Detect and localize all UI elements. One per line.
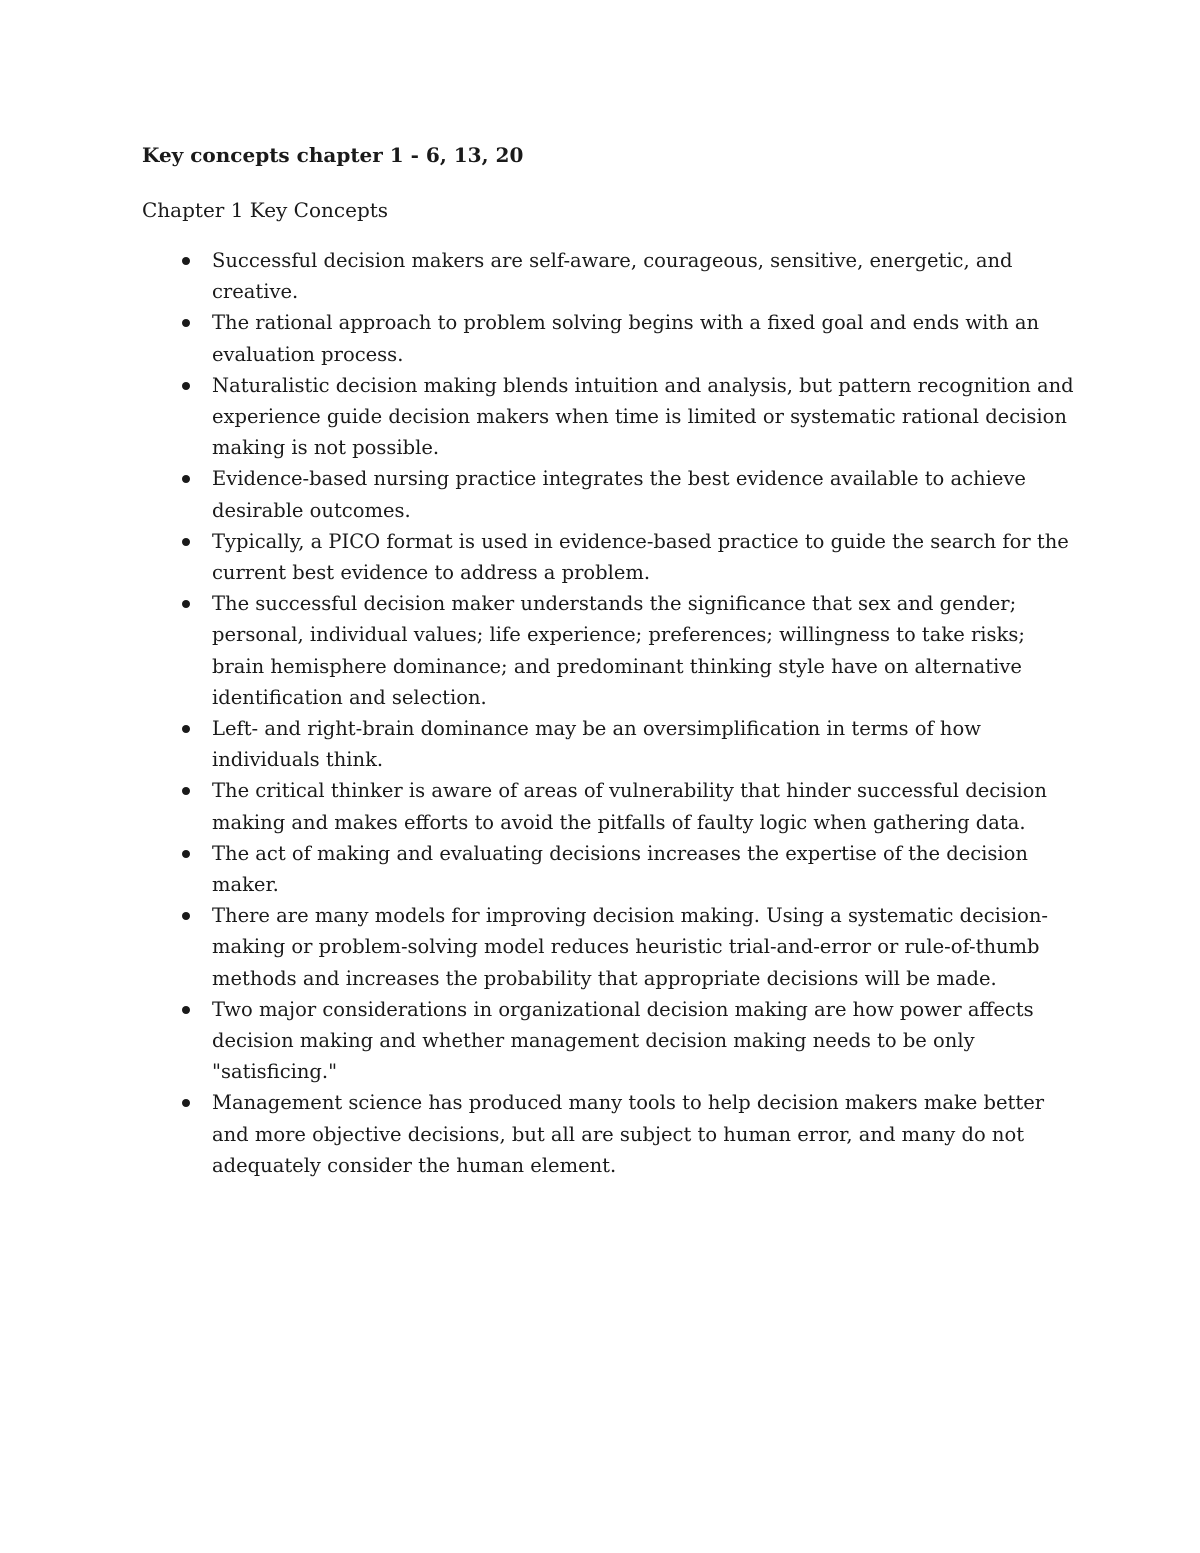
list-item-text: Successful decision makers are self-aware, courageous, sensitive, energetic, and creative. (212, 249, 1013, 304)
list-item-text: Naturalistic decision making blends intuition and analysis, but pattern recognition and experience guide decision makers when time is limited or systematic rational decision making is not possible. (212, 373, 1074, 460)
list-item-text: The critical thinker is aware of areas of vulnerability that hinder successful decision making and makes efforts to avoid the pitfalls of faulty logic when gathering data. (212, 779, 1047, 834)
list-item-text: There are many models for improving decision making. Using a systematic decision-making or problem-solving model reduces heuristic trial-and-error or rule-of-thumb methods and increases the probability that appropriate decisions will be made. (212, 904, 1048, 990)
list-item (142, 307, 1082, 369)
bullet-icon (182, 1006, 190, 1014)
list-item (142, 245, 1082, 307)
bullet-icon (182, 912, 190, 920)
list-item-text: The successful decision maker understands the significance that sex and gender; personal, individual values; life experience; preferences; willingness to take risks; brain hemisphere dominance; and predominant thinking style have on alternative identification and selection. (212, 592, 1025, 709)
bullet-icon (182, 475, 190, 483)
document-title: Key concepts chapter 1 - 6, 13, 20 (142, 143, 524, 167)
bullet-icon (182, 787, 190, 795)
list-item (142, 900, 1082, 994)
list-item-text: The rational approach to problem solving begins with a fixed goal and ends with an evaluation process. (212, 311, 1040, 366)
list-item-text: Management science has produced many tools to help decision makers make better and more objective decisions, but all are subject to human error, and many do not adequately consider the human element. (212, 1091, 1045, 1177)
list-item-text: Evidence-based nursing practice integrates the best evidence available to achieve desirable outcomes. (212, 467, 1026, 522)
list-item (142, 1087, 1082, 1181)
list-item-text: Left- and right-brain dominance may be an oversimplification in terms of how individuals think. (212, 717, 981, 772)
list-item (142, 994, 1082, 1088)
list-item-text: The act of making and evaluating decisions increases the expertise of the decision maker. (212, 841, 1028, 897)
key-concepts-list (142, 245, 1082, 1181)
list-item (142, 370, 1082, 464)
list-item-text: Two major considerations in organizational decision making are how power affects decision making and whether management decision making needs to be only "satisficing." (212, 997, 1034, 1084)
list-item (142, 526, 1082, 588)
bullet-icon (182, 319, 190, 327)
section-heading: Chapter 1 Key Concepts (142, 198, 389, 222)
bullet-icon (182, 1099, 190, 1107)
list-item (142, 713, 1082, 775)
list-item-text: Typically, a PICO format is used in evidence-based practice to guide the search for the current best evidence to address a problem. (212, 529, 1069, 585)
list-item (142, 775, 1082, 837)
list-item (142, 838, 1082, 900)
bullet-icon (182, 725, 190, 733)
list-item (142, 588, 1082, 713)
bullet-icon (182, 538, 190, 546)
bullet-icon (182, 382, 190, 390)
bullet-icon (182, 850, 190, 858)
list-item (142, 463, 1082, 525)
bullet-icon (182, 600, 190, 608)
bullet-icon (182, 257, 190, 265)
document-page (142, 140, 1082, 1181)
